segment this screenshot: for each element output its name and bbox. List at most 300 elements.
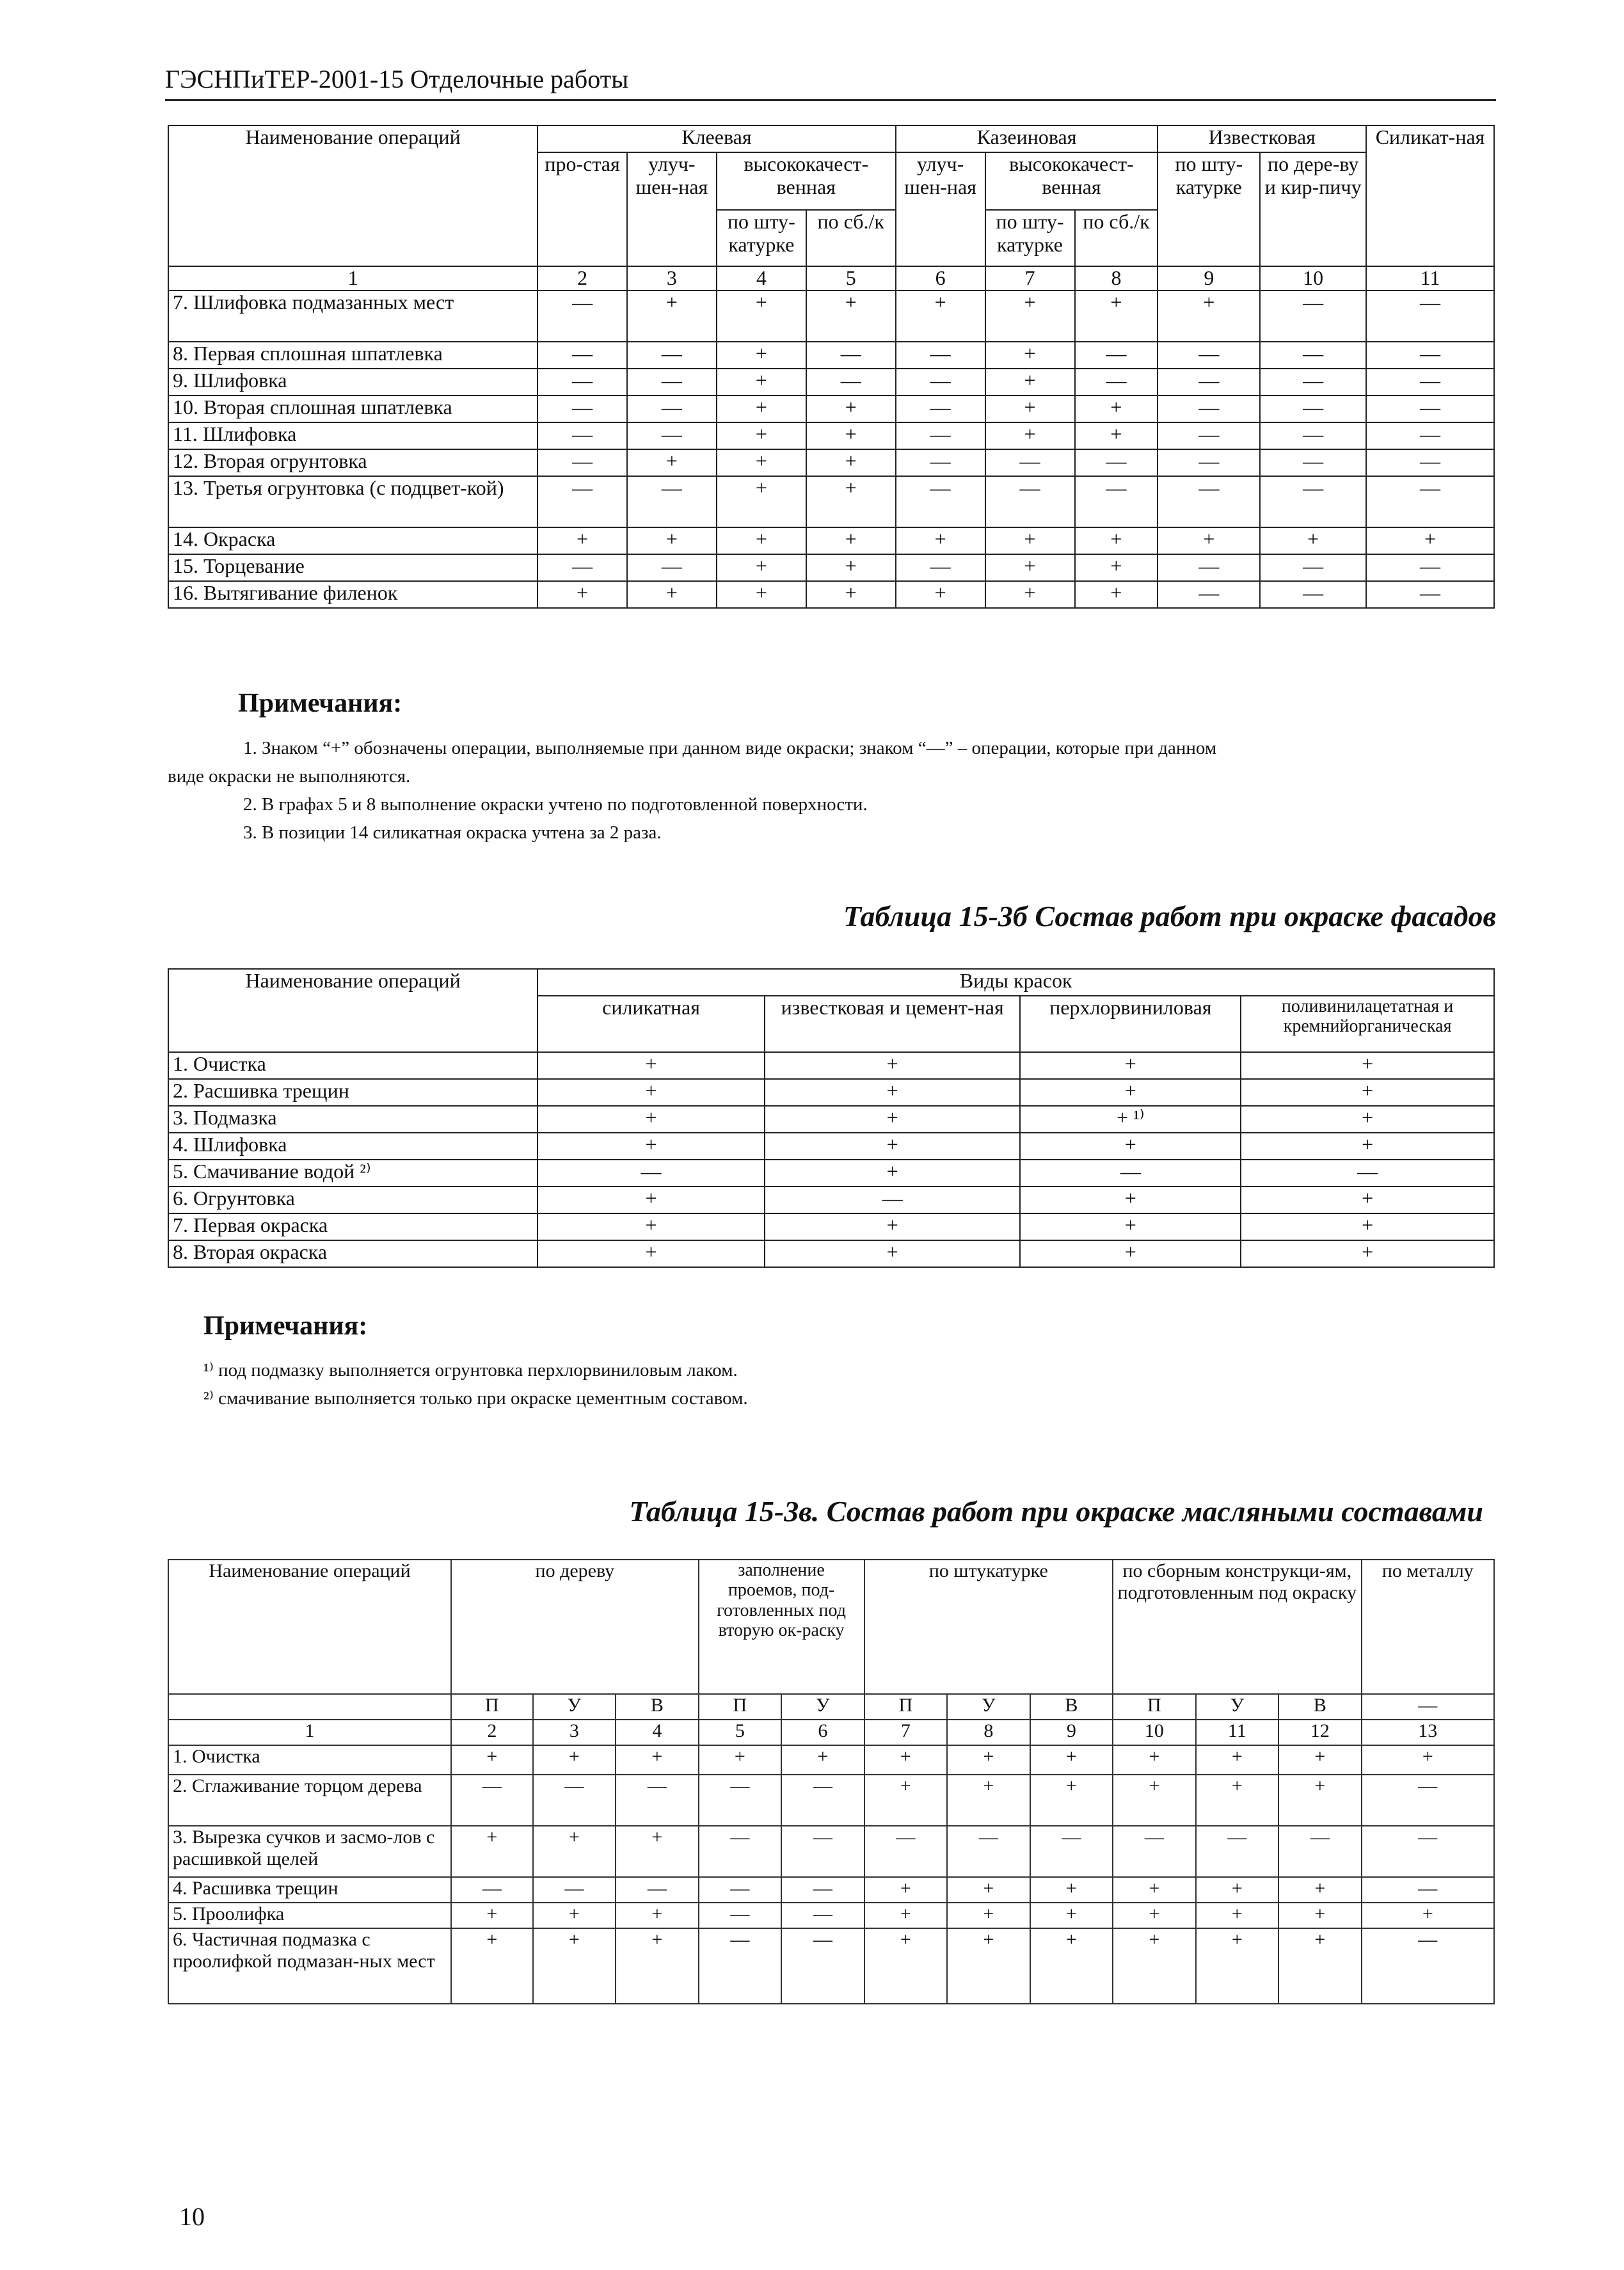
- header-precast: по сборным конструкци-ям, подготовленным под окраску: [1113, 1560, 1362, 1694]
- notes-title: Примечания:: [203, 1311, 368, 1341]
- cell-mark: +: [1362, 1903, 1494, 1928]
- sub-quality: У: [781, 1694, 864, 1720]
- page-number: 10: [179, 2202, 205, 2231]
- cell-mark: +: [947, 1928, 1030, 2004]
- col-num: 2: [537, 266, 627, 291]
- table-row: [168, 396, 1494, 422]
- cell-mark: —: [537, 342, 627, 369]
- header-perchlorovinyl: перхлорвиниловая: [1020, 996, 1241, 1052]
- table-caption: Таблица 15-3б Состав работ при окраске фасадов: [843, 900, 1496, 932]
- table-row: [168, 1106, 1494, 1133]
- sub-quality: В: [616, 1694, 699, 1720]
- cell-mark: +: [537, 1187, 765, 1213]
- sub-quality: В: [1278, 1694, 1362, 1720]
- cell-mark: +: [985, 396, 1075, 422]
- cell-mark: —: [896, 422, 985, 449]
- cell-mark: —: [781, 1826, 864, 1877]
- operation-name: 9. Шлифовка: [168, 369, 537, 396]
- cell-mark: —: [1260, 476, 1366, 527]
- cell-mark: +: [1075, 396, 1158, 422]
- cell-mark: +: [896, 527, 985, 554]
- cell-mark: +: [947, 1877, 1030, 1903]
- cell-mark: —: [1260, 369, 1366, 396]
- cell-mark: +: [806, 449, 896, 476]
- header-openings: заполнение проемов, под-готовленных под вторую ок-раску: [699, 1560, 864, 1694]
- cell-mark: +: [616, 1928, 699, 2004]
- cell-mark: +: [627, 449, 717, 476]
- table-painting-operations-continued: [168, 125, 1495, 609]
- cell-mark: +: [806, 527, 896, 554]
- cell-mark: —: [1260, 396, 1366, 422]
- cell-mark: —: [1366, 396, 1494, 422]
- cell-mark: +: [616, 1903, 699, 1928]
- cell-mark: —: [1362, 1877, 1494, 1903]
- header-improved-casein: улуч-шен-ная: [896, 152, 985, 266]
- note-2: 2. В графах 5 и 8 выполнение окраски учтено по подготовленной поверхности.: [243, 794, 868, 815]
- sub-quality: —: [1362, 1694, 1494, 1720]
- sub-quality: П: [864, 1694, 948, 1720]
- col-num: 5: [699, 1720, 782, 1745]
- sub-quality: У: [533, 1694, 616, 1720]
- cell-mark: —: [806, 369, 896, 396]
- operation-name: 14. Окраска: [168, 527, 537, 554]
- col-num: 3: [533, 1720, 616, 1745]
- cell-mark: +: [806, 396, 896, 422]
- table-row: [168, 476, 1494, 527]
- cell-mark: +: [451, 1745, 532, 1775]
- cell-mark: —: [451, 1877, 532, 1903]
- cell-mark: +: [1366, 527, 1494, 554]
- note-footnote-2: ²⁾ смачивание выполняется только при окраске цементным составом.: [203, 1388, 748, 1409]
- sub-quality: П: [699, 1694, 782, 1720]
- cell-mark: +: [806, 422, 896, 449]
- cell-mark: +: [1020, 1133, 1241, 1160]
- header-high-quality: высококачест-венная: [717, 152, 896, 210]
- col-num: 4: [717, 266, 806, 291]
- cell-mark: —: [537, 449, 627, 476]
- cell-mark: +: [1020, 1213, 1241, 1240]
- cell-mark: +: [985, 581, 1075, 608]
- cell-mark: +: [947, 1775, 1030, 1826]
- cell-mark: —: [533, 1775, 616, 1826]
- cell-mark: —: [1260, 422, 1366, 449]
- cell-mark: +: [717, 342, 806, 369]
- header-blank: [168, 1694, 451, 1720]
- cell-mark: +: [1362, 1745, 1494, 1775]
- col-num: 11: [1196, 1720, 1279, 1745]
- cell-mark: —: [864, 1826, 948, 1877]
- cell-mark: —: [627, 342, 717, 369]
- col-num: 3: [627, 266, 717, 291]
- cell-mark: —: [896, 342, 985, 369]
- cell-mark: +: [537, 1052, 765, 1079]
- cell-mark: —: [1158, 476, 1260, 527]
- cell-mark: —: [627, 396, 717, 422]
- col-num: 4: [616, 1720, 699, 1745]
- cell-mark: +: [627, 291, 717, 342]
- cell-mark: +: [806, 291, 896, 342]
- cell-mark: +: [1158, 527, 1260, 554]
- cell-mark: —: [616, 1775, 699, 1826]
- cell-mark: +: [627, 527, 717, 554]
- cell-mark: +: [985, 422, 1075, 449]
- cell-mark: —: [1158, 581, 1260, 608]
- operation-name: 3. Вырезка сучков и засмо-лов с расшивкой щелей: [168, 1826, 451, 1877]
- cell-mark: +: [1030, 1745, 1113, 1775]
- col-num: 11: [1366, 266, 1494, 291]
- col-num: 13: [1362, 1720, 1494, 1745]
- cell-mark: —: [627, 554, 717, 581]
- cell-mark: —: [1075, 449, 1158, 476]
- cell-mark: —: [1260, 342, 1366, 369]
- operation-name: 6. Частичная подмазка с проолифкой подмазан-ных мест: [168, 1928, 451, 2004]
- cell-mark: +: [1196, 1877, 1279, 1903]
- cell-mark: —: [1260, 581, 1366, 608]
- header-simple: про-стая: [537, 152, 627, 266]
- cell-mark: —: [1260, 291, 1366, 342]
- cell-mark: —: [781, 1903, 864, 1928]
- cell-mark: —: [1158, 449, 1260, 476]
- cell-mark: —: [699, 1775, 782, 1826]
- cell-mark: —: [896, 449, 985, 476]
- cell-mark: +: [765, 1133, 1021, 1160]
- operation-name: 7. Шлифовка подмазанных мест: [168, 291, 537, 342]
- table-row: [168, 342, 1494, 369]
- cell-mark: +: [616, 1826, 699, 1877]
- cell-mark: +: [947, 1745, 1030, 1775]
- cell-mark: +: [765, 1106, 1021, 1133]
- note-3: 3. В позиции 14 силикатная окраска учтена за 2 раза.: [243, 822, 662, 843]
- cell-mark: +: [864, 1928, 948, 2004]
- table-row: [168, 1213, 1494, 1240]
- cell-mark: +: [947, 1903, 1030, 1928]
- operation-name: 13. Третья огрунтовка (с подцвет-кой): [168, 476, 537, 527]
- operation-name: 1. Очистка: [168, 1052, 537, 1079]
- cell-mark: +: [1278, 1903, 1362, 1928]
- cell-mark: —: [1366, 554, 1494, 581]
- cell-mark: —: [537, 291, 627, 342]
- cell-mark: —: [1113, 1826, 1196, 1877]
- cell-mark: +: [1278, 1928, 1362, 2004]
- cell-mark: +: [1020, 1052, 1241, 1079]
- cell-mark: —: [627, 422, 717, 449]
- table-row: [168, 1775, 1494, 1826]
- cell-mark: +: [533, 1928, 616, 2004]
- cell-mark: —: [1366, 291, 1494, 342]
- cell-mark: +: [864, 1775, 948, 1826]
- cell-mark: —: [1278, 1826, 1362, 1877]
- cell-mark: —: [947, 1826, 1030, 1877]
- cell-mark: +: [537, 527, 627, 554]
- header-sub-precast: по сб./к: [1075, 210, 1158, 266]
- cell-mark: +: [533, 1745, 616, 1775]
- cell-mark: +: [864, 1903, 948, 1928]
- cell-mark: —: [806, 342, 896, 369]
- operation-name: 5. Проолифка: [168, 1903, 451, 1928]
- col-num: 10: [1260, 266, 1366, 291]
- cell-mark: —: [781, 1928, 864, 2004]
- cell-mark: —: [896, 396, 985, 422]
- cell-mark: +: [985, 342, 1075, 369]
- header-on-wood-brick: по дере-ву и кир-пичу: [1260, 152, 1366, 266]
- table-row: [168, 369, 1494, 396]
- operation-name: 15. Торцевание: [168, 554, 537, 581]
- cell-mark: —: [537, 422, 627, 449]
- table-caption: Таблица 15-3в. Состав работ при окраске масляными составами: [629, 1495, 1483, 1528]
- cell-mark: +: [717, 369, 806, 396]
- cell-mark: —: [1158, 422, 1260, 449]
- cell-mark: +: [896, 581, 985, 608]
- sub-quality: П: [1113, 1694, 1196, 1720]
- cell-mark: —: [451, 1775, 532, 1826]
- cell-mark: —: [1158, 554, 1260, 581]
- operation-name: 6. Огрунтовка: [168, 1187, 537, 1213]
- cell-mark: —: [1260, 449, 1366, 476]
- cell-mark: +: [1260, 527, 1366, 554]
- cell-mark: +: [627, 581, 717, 608]
- table-oil-painting: [168, 1559, 1495, 2004]
- header-group-silicate: Силикат-ная: [1366, 125, 1494, 266]
- cell-mark: +: [1241, 1052, 1494, 1079]
- cell-mark: +: [616, 1745, 699, 1775]
- cell-mark: —: [1366, 476, 1494, 527]
- table-facade-painting: [168, 968, 1495, 1268]
- table-row: [168, 1079, 1494, 1106]
- operation-name: 2. Сглаживание торцом дерева: [168, 1775, 451, 1826]
- cell-mark: —: [1362, 1775, 1494, 1826]
- cell-mark: +: [1158, 291, 1260, 342]
- table-row: [168, 1826, 1494, 1877]
- table-row: [168, 291, 1494, 342]
- cell-mark: +: [806, 554, 896, 581]
- cell-mark: —: [1158, 342, 1260, 369]
- cell-mark: +: [1241, 1079, 1494, 1106]
- cell-mark: +: [537, 1213, 765, 1240]
- cell-mark: +: [1075, 527, 1158, 554]
- table-row: [168, 527, 1494, 554]
- cell-mark: +: [1030, 1903, 1113, 1928]
- col-num: 9: [1158, 266, 1260, 291]
- cell-mark: —: [1075, 369, 1158, 396]
- table-row: [168, 1745, 1494, 1775]
- header-sub-plaster: по шту-катурке: [985, 210, 1075, 266]
- table-row: [168, 422, 1494, 449]
- col-num: 10: [1113, 1720, 1196, 1745]
- cell-mark: +: [537, 1133, 765, 1160]
- table-row: [168, 449, 1494, 476]
- operation-name: 3. Подмазка: [168, 1106, 537, 1133]
- cell-mark: +: [1030, 1775, 1113, 1826]
- cell-mark: +: [864, 1877, 948, 1903]
- col-num: 1: [168, 1720, 451, 1745]
- header-sub-precast: по сб./к: [806, 210, 896, 266]
- cell-mark: +: [699, 1745, 782, 1775]
- note-1-continued: виде окраски не выполняются.: [168, 766, 411, 787]
- cell-mark: —: [896, 476, 985, 527]
- cell-mark: +: [1241, 1213, 1494, 1240]
- notes-title: Примечания:: [238, 689, 402, 718]
- note-1: 1. Знаком “+” обозначены операции, выполняемые при данном виде окраски; знаком “—” – операции, которые при данном: [243, 738, 1217, 758]
- cell-mark: +: [896, 291, 985, 342]
- cell-mark: +: [781, 1745, 864, 1775]
- header-group-casein: Казеиновая: [896, 125, 1158, 152]
- header-operation-name: Наименование операций: [168, 969, 537, 1052]
- table-row: [168, 1877, 1494, 1903]
- cell-mark: —: [627, 476, 717, 527]
- cell-mark: —: [1241, 1160, 1494, 1187]
- cell-mark: —: [985, 476, 1075, 527]
- operation-name: 8. Вторая окраска: [168, 1240, 537, 1267]
- cell-mark: +: [1113, 1903, 1196, 1928]
- cell-mark: +: [1075, 554, 1158, 581]
- operation-name: 11. Шлифовка: [168, 422, 537, 449]
- cell-mark: +: [985, 527, 1075, 554]
- col-num: 9: [1030, 1720, 1113, 1745]
- cell-mark: +: [1196, 1775, 1279, 1826]
- operation-name: 10. Вторая сплошная шпатлевка: [168, 396, 537, 422]
- cell-mark: +: [985, 369, 1075, 396]
- cell-mark: +: [1030, 1877, 1113, 1903]
- sub-quality: В: [1030, 1694, 1113, 1720]
- header-on-plaster: по штукатурке: [864, 1560, 1113, 1694]
- header-sub-plaster: по шту-катурке: [717, 210, 806, 266]
- cell-mark: +: [1113, 1775, 1196, 1826]
- cell-mark: +: [717, 449, 806, 476]
- cell-mark: +: [1278, 1775, 1362, 1826]
- column-number-row: [168, 266, 1494, 291]
- cell-mark: +: [1241, 1187, 1494, 1213]
- header-operation-name: Наименование операций: [168, 125, 537, 266]
- cell-mark: —: [537, 369, 627, 396]
- header-silicate: силикатная: [537, 996, 765, 1052]
- cell-mark: +: [1278, 1877, 1362, 1903]
- cell-mark: +: [1113, 1928, 1196, 2004]
- operation-name: 4. Расшивка трещин: [168, 1877, 451, 1903]
- cell-mark: +: [717, 291, 806, 342]
- header-on-wood: по дереву: [451, 1560, 698, 1694]
- cell-mark: +: [765, 1160, 1021, 1187]
- sub-quality: У: [947, 1694, 1030, 1720]
- cell-mark: +: [1030, 1928, 1113, 2004]
- cell-mark: +: [1020, 1187, 1241, 1213]
- cell-mark: +: [985, 554, 1075, 581]
- header-on-metal: по металлу: [1362, 1560, 1494, 1694]
- cell-mark: +: [1113, 1745, 1196, 1775]
- cell-mark: —: [896, 369, 985, 396]
- table-row: [168, 1240, 1494, 1267]
- cell-mark: +: [451, 1903, 532, 1928]
- cell-mark: +: [1020, 1079, 1241, 1106]
- col-num: 5: [806, 266, 896, 291]
- cell-mark: +: [1241, 1106, 1494, 1133]
- cell-mark: +: [537, 1079, 765, 1106]
- cell-mark: +: [451, 1928, 532, 2004]
- cell-mark: —: [781, 1877, 864, 1903]
- operation-name: 2. Расшивка трещин: [168, 1079, 537, 1106]
- cell-mark: —: [699, 1877, 782, 1903]
- table-row: [168, 1903, 1494, 1928]
- cell-mark: —: [537, 1160, 765, 1187]
- cell-mark: +: [537, 1106, 765, 1133]
- table-row: [168, 1928, 1494, 2004]
- col-num: 7: [864, 1720, 948, 1745]
- cell-mark: —: [1362, 1826, 1494, 1877]
- cell-mark: +: [1075, 422, 1158, 449]
- cell-mark: —: [1366, 581, 1494, 608]
- cell-mark: —: [1196, 1826, 1279, 1877]
- running-header: ГЭСНПиТЕР-2001-15 Отделочные работы: [165, 64, 1496, 101]
- cell-mark: —: [1366, 342, 1494, 369]
- cell-mark: +: [717, 422, 806, 449]
- operation-name: 8. Первая сплошная шпатлевка: [168, 342, 537, 369]
- table-row: [168, 1052, 1494, 1079]
- cell-mark: —: [616, 1877, 699, 1903]
- operation-name: 4. Шлифовка: [168, 1133, 537, 1160]
- cell-mark: —: [699, 1903, 782, 1928]
- cell-mark: +: [1278, 1745, 1362, 1775]
- cell-mark: +: [765, 1213, 1021, 1240]
- cell-mark: +: [765, 1240, 1021, 1267]
- cell-mark: +: [717, 396, 806, 422]
- sub-quality: У: [1196, 1694, 1279, 1720]
- note-footnote-1: ¹⁾ под подмазку выполняется огрунтовка перхлорвиниловым лаком.: [203, 1360, 738, 1380]
- cell-mark: —: [985, 449, 1075, 476]
- header-improved: улуч-шен-ная: [627, 152, 717, 266]
- cell-mark: +: [717, 581, 806, 608]
- col-num: 6: [896, 266, 985, 291]
- header-lime-cement: известковая и цемент-ная: [765, 996, 1021, 1052]
- col-num: 1: [168, 266, 537, 291]
- cell-mark: —: [1260, 554, 1366, 581]
- cell-mark: —: [1366, 422, 1494, 449]
- header-on-plaster: по шту-катурке: [1158, 152, 1260, 266]
- cell-mark: +: [985, 291, 1075, 342]
- cell-mark: +: [717, 554, 806, 581]
- header-paint-types: Виды красок: [537, 969, 1494, 996]
- table-row: [168, 581, 1494, 608]
- cell-mark: +: [806, 476, 896, 527]
- cell-mark: —: [1020, 1160, 1241, 1187]
- col-num: 6: [781, 1720, 864, 1745]
- operation-name: 16. Вытягивание филенок: [168, 581, 537, 608]
- cell-mark: +: [765, 1052, 1021, 1079]
- cell-mark: +: [533, 1903, 616, 1928]
- cell-mark: +: [533, 1826, 616, 1877]
- cell-mark: —: [1158, 396, 1260, 422]
- cell-mark: +: [1241, 1240, 1494, 1267]
- col-num: 7: [985, 266, 1075, 291]
- cell-mark: —: [533, 1877, 616, 1903]
- cell-mark: +: [1020, 1240, 1241, 1267]
- table-row: [168, 1133, 1494, 1160]
- col-num: 12: [1278, 1720, 1362, 1745]
- cell-mark: +: [537, 1240, 765, 1267]
- cell-mark: —: [1075, 476, 1158, 527]
- col-num: 2: [451, 1720, 532, 1745]
- header-high-quality-casein: высококачест-венная: [985, 152, 1158, 210]
- cell-mark: —: [537, 396, 627, 422]
- cell-mark: —: [537, 554, 627, 581]
- cell-mark: —: [1366, 369, 1494, 396]
- cell-mark: —: [781, 1775, 864, 1826]
- col-num: 8: [1075, 266, 1158, 291]
- header-pva-organosilicon: поливинилацетатная и кремнийорганическая: [1241, 996, 1494, 1052]
- cell-mark: —: [896, 554, 985, 581]
- cell-mark: +: [806, 581, 896, 608]
- cell-mark: +: [1196, 1928, 1279, 2004]
- cell-mark: +: [864, 1745, 948, 1775]
- cell-mark: —: [537, 476, 627, 527]
